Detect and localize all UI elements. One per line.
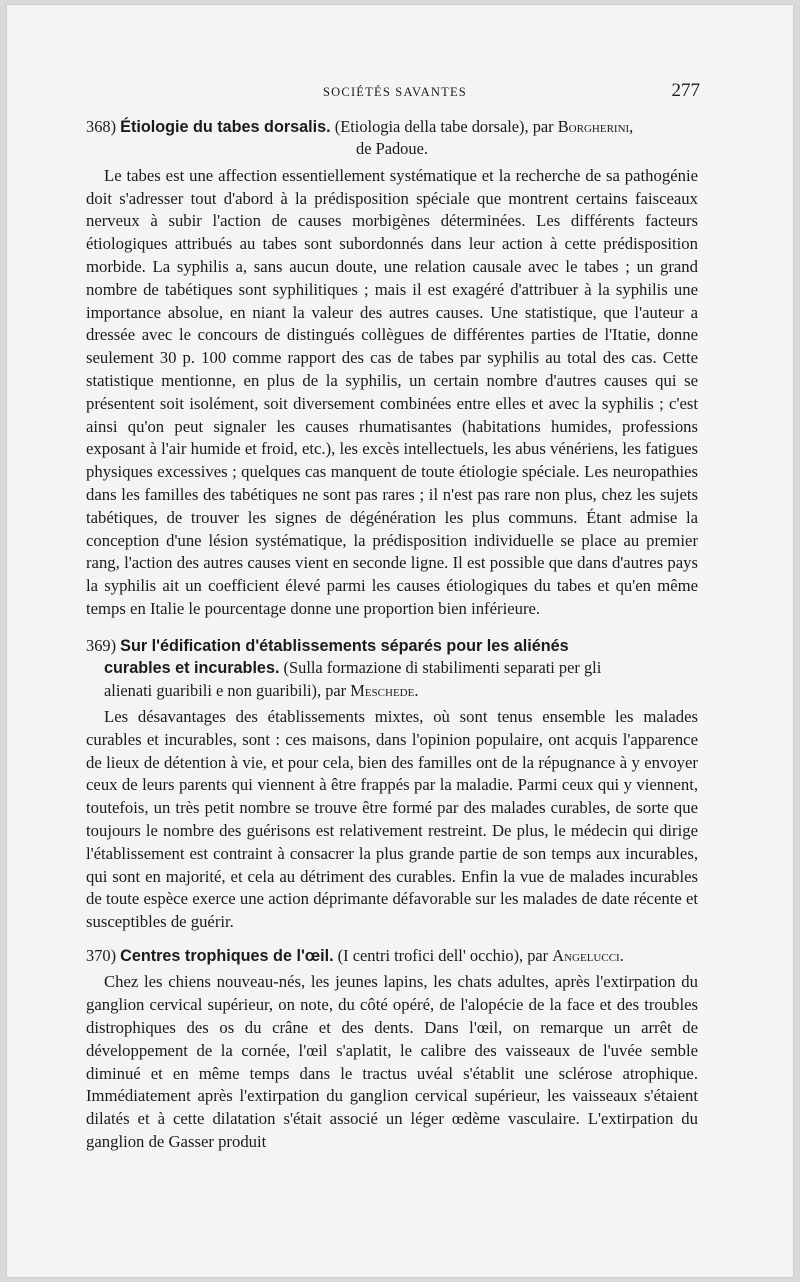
running-head: SOCIÉTÉS SAVANTES bbox=[323, 85, 467, 99]
author-name: Borgherini, bbox=[557, 117, 634, 136]
original-title-a: (Sulla formazione di stabilimenti separati per gli bbox=[279, 658, 602, 678]
entry-heading: Étiologie du tabes dorsalis. bbox=[120, 118, 331, 136]
entry-370 bbox=[86, 945, 698, 1154]
entry-heading: Centres trophiques de l'œil. bbox=[120, 946, 334, 965]
entry-number: 370) bbox=[86, 945, 117, 965]
entry-number: 369) bbox=[86, 635, 117, 655]
entry-title bbox=[86, 116, 698, 161]
original-title: (Etiologia della tabe dorsale), par bbox=[330, 117, 558, 136]
entry-title-line3 bbox=[86, 680, 698, 702]
entry-title bbox=[86, 635, 698, 702]
original-title-b: alienati guaribili e non guaribili), par bbox=[104, 680, 351, 700]
entry-heading-line1: Sur l'édification d'établissements séparés pour les aliénés bbox=[120, 636, 569, 655]
author-name: Meschede. bbox=[350, 680, 419, 700]
entry-title bbox=[86, 945, 698, 967]
book-page bbox=[6, 4, 794, 1278]
spacer bbox=[86, 934, 698, 945]
entry-body: Le tabes est une affection essentiellement systématique et la recherche de sa pathogénie doit s'adresser tout d'abord à la prédisposition spéciale que montrent certains faisceaux nerveux à subir l'action de causes morbigènes déterminées. Les différents facteurs étiologiques attribués au tabes sont subordonnés dans leur action à cette prédisposition morbide. La syphilis a, sans aucun doute, une relation causale avec le tabes ; un grand nombre de tabétiques sont syphilitiques ; mais il est exagéré d'attribuer à la syphilis une importance absolue, en niant la valeur des autres causes. Une statistique, que l'auteur a dressée avec le concours de distingués collègues de différentes parties de l'Itatie, donne seulement 30 p. 100 comme rapport des cas de tabes par syphilis au total des cas. Cette statistique mentionne, en plus de la syphilis, un certain nombre d'autres causes qui se présentent soit isolément, soit diversement combinées entre elles et avec la syphilis ; c'est ainsi qu'on peut signaler les causes rhumatisantes (habitations humides, professions exposant à l'air humide et froid, etc.), les excès intellectuels, les abus vénériens, les fatigues physiques excessives ; quelques cas manquent de toute étiologie spéciale. Les neuropathies dans les familles des tabétiques ne sont pas rares ; il n'est pas rare non plus, chez les sujets tabétiques, de trouver les signes de dégénération les plus communs. Étant admise la conception d'une lésion systématique, la prédisposition individuelle se place au premier rang, l'action des autres causes vient en seconde ligne. Il est possible que dans d'autres pays la syphilis ait un coefficient élevé parmi les causes étiologiques du tabes et qu'en même temps en Italie le pourcentage donne une proportion bien inférieure. bbox=[86, 165, 698, 618]
author-affiliation: de Padoue. bbox=[356, 139, 428, 159]
entry-body: Les désavantages des établissements mixtes, où sont tenus ensemble les malades curables et incurables, sont : ces maisons, dans l'opinion populaire, ont acquis l'apparence de lieux de détention à vie, et pour cela, bien des familles ont de la répugnance à y envoyer ceux de leurs parents qui viennent à être frappés par la maladie. Parmi ceux qui y viennent, toutefois, un très petit nombre se trouve être formé par des malades curables, de sorte que toujours le nombre des guérisons est relativement restreint. De plus, le médecin qui dirige l'établissement est contraint à consacrer la plus grande partie de son temps aux incurables, qui sont en majorité, et cela au détriment des curables. Enfin la vue de malades incurables de toute espèce exerce une action déprimante défavorable sur les malades de date récente et susceptibles de guérir. bbox=[86, 706, 698, 932]
entry-number: 368) bbox=[86, 117, 117, 136]
original-title: (I centri trofici dell' occhio), par bbox=[333, 945, 553, 965]
entry-title-line2 bbox=[86, 657, 698, 679]
page-number: 277 bbox=[671, 80, 700, 101]
spacer bbox=[86, 621, 698, 635]
entry-369 bbox=[86, 635, 698, 934]
page-content bbox=[86, 116, 698, 1154]
page-header bbox=[90, 80, 700, 104]
entry-368 bbox=[86, 116, 698, 621]
entry-body: Chez les chiens nouveau-nés, les jeunes lapins, les chats adultes, après l'extirpation du ganglion cervical supérieur, on note, du côté opéré, de l'alopécie de la face et des troubles distrophiques des os du crâne et des dents. Dans l'œil, on remarque un arrêt de développement de la cornée, l'œil s'aplatit, le calibre des vaisseaux de l'uvée semble diminué et en même temps dans le tractus uvéal s'établit une sclérose atrophique. Immédiatement après l'extirpation du ganglion cervical supérieur, les vaisseaux s'étaient dilatés et à cette dilatation s'était associé un léger œdème vasculaire. L'extirpation du ganglion de Gasser produit bbox=[86, 972, 698, 1151]
author-name: Angelucci. bbox=[552, 945, 624, 965]
entry-heading-line2: curables et incurables. bbox=[104, 659, 280, 678]
